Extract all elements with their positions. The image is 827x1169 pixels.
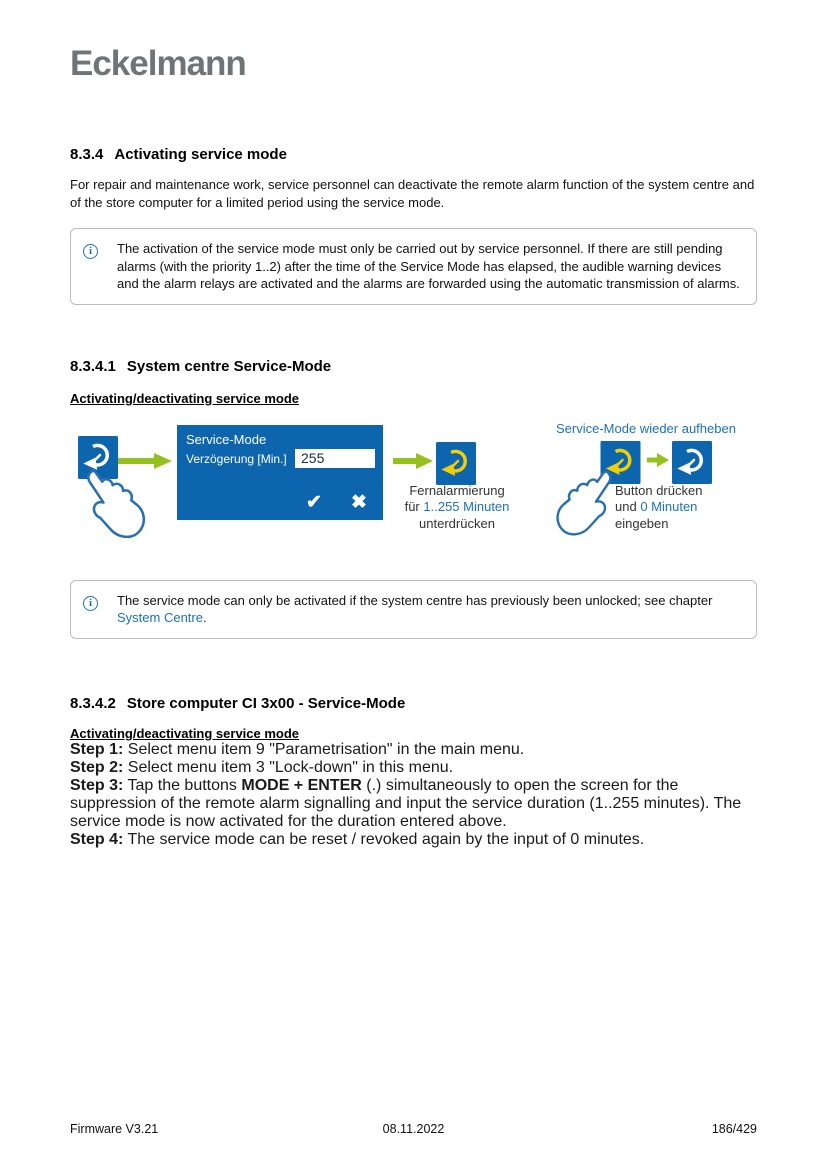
service-mode-button-icon (671, 441, 713, 484)
system-centre-link[interactable]: System Centre (117, 610, 203, 625)
section-title: Activating service mode (114, 146, 287, 163)
section-number: 8.3.4.1 (70, 357, 116, 375)
duration-value: 0 Minuten (640, 499, 698, 514)
key-combo: MODE + ENTER (241, 776, 362, 794)
caption-line: Button drücken (615, 482, 703, 498)
footer-date: 08.11.2022 (382, 1122, 445, 1136)
step-2: Step 2: Select menu item 3 "Lock-down" in this menu. (70, 758, 454, 776)
step-4: Step 4: The service mode can be reset / revoked again by the input of 0 minutes. (70, 830, 645, 848)
arrow-right-icon (647, 453, 669, 467)
caption-line: unterdrücken (419, 515, 495, 531)
arrow-right-icon (393, 453, 433, 469)
section-title: Store computer CI 3x00 - Service-Mode (126, 694, 406, 712)
caption-line: und 0 Minuten (615, 499, 698, 514)
service-mode-dialog (177, 425, 383, 520)
caption-line: für 1..255 Minuten (404, 499, 510, 514)
caption-line: eingeben (615, 515, 669, 531)
subheading-activate-deactivate: Activating/deactivating service mode (70, 390, 300, 406)
duration-value: 1..255 Minuten (423, 499, 510, 514)
step-3: Step 3: Tap the buttons MODE + ENTER (.) simultaneously to open the screen for the suppression of the remote alarm signalling and input the service duration (1..255 minutes). The service mode is now activated for the duration entered above. (70, 776, 742, 830)
info-note-box (70, 228, 757, 305)
dialog-title: Service-Mode (186, 431, 267, 447)
section-heading-834 (70, 146, 757, 163)
revoke-title: Service-Mode wieder aufheben (556, 420, 736, 436)
footer-firmware-version: Firmware V3.21 (70, 1122, 159, 1136)
footer-page-number: 186/429 (711, 1122, 757, 1136)
delay-input (295, 449, 375, 468)
info-note-box (70, 580, 757, 639)
confirm-check-icon: ✔ (306, 492, 322, 513)
section-heading-8342 (70, 695, 757, 712)
section-title: System centre Service-Mode (126, 357, 332, 375)
delay-label: Verzögerung [Min.] (186, 451, 287, 466)
note-text: The service mode can only be activated if the system centre has previously been unlocked; see chapter System Centre. (117, 592, 713, 625)
section-number: 8.3.4.2 (70, 694, 116, 712)
caption-line: Fernalarmierung (409, 482, 505, 498)
tap-hand-icon (78, 469, 152, 543)
info-icon: i (83, 244, 98, 259)
service-mode-active-icon (435, 442, 477, 485)
arrow-right-icon (118, 453, 172, 469)
note-text: The activation of the service mode must only be carried out by service personnel. If there are still pending alarms (with the priority 1..2) after the time of the Service Mode has elapsed, the audible warning devices and the alarm relays are activated and the alarms are forwarded using the automatic transmission of alarms. (117, 241, 740, 291)
service-mode-diagram (70, 417, 757, 557)
suppress-caption (382, 483, 532, 533)
section-number: 8.3.4 (70, 146, 104, 163)
page-footer (70, 1122, 757, 1136)
section-heading-8341 (70, 358, 757, 375)
info-icon: i (83, 596, 98, 611)
company-logo: Eckelmann (70, 44, 246, 83)
step-1: Step 1: Select menu item 9 "Parametrisation" in the main menu. (70, 740, 525, 758)
subheading-activate-deactivate: Activating/deactivating service mode (70, 725, 300, 741)
section-intro-paragraph: For repair and maintenance work, service personnel can deactivate the remote alarm function of the system centre and of the store computer for a limited period using the service mode. (70, 177, 755, 210)
revoke-caption (615, 483, 702, 533)
tap-hand-icon (552, 468, 618, 542)
cancel-x-icon: ✖ (351, 492, 367, 513)
steps-list (70, 741, 757, 849)
